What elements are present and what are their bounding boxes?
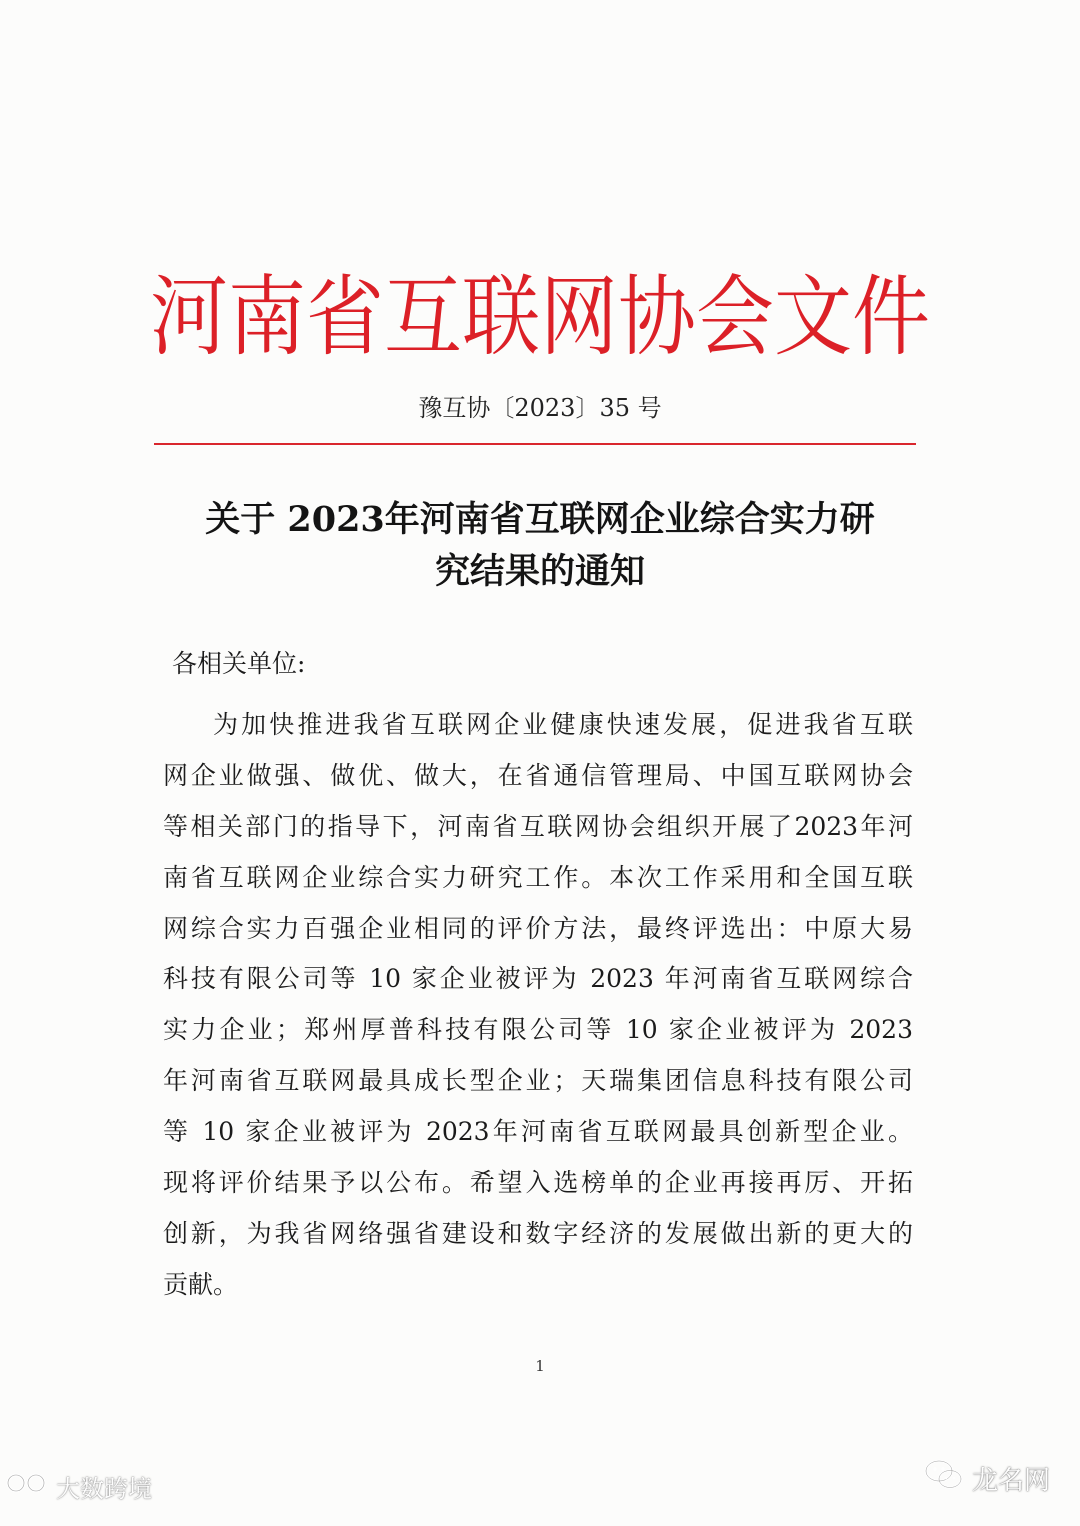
logo-mark-icon [6,1468,52,1504]
watermark-right-text: 龙名网 [971,1465,1050,1496]
body-line: 网综合实力百强企业相同的评价方法，最终评选出：中原大易 [163,913,913,943]
wechat-icon [924,1458,964,1499]
notice-title [150,494,930,598]
body-line: 等 10 家企业被评为 2023年河南省互联网最具创新型企业。 [163,1117,913,1147]
body-line: 贡献。 [163,1269,239,1299]
document-number: 豫互协〔2023〕35 号 [418,394,662,422]
watermark-left [6,1468,152,1504]
body-line: 网企业做强、做优、做大，在省通信管理局、中国互联网协会 [163,760,913,790]
watermark-right [924,1458,1050,1498]
watermark-left-text: 大数跨境 [56,1474,152,1503]
body-line: 科技有限公司等 10 家企业被评为 2023 年河南省互联网综合 [163,964,913,994]
masthead-title: 河南省互联网协会文件 [150,267,931,369]
body-line: 年河南省互联网最具成长型企业；天瑞集团信息科技有限公司 [163,1066,913,1096]
body-line: 南省互联网企业综合实力研究工作。本次工作采用和全国互联 [163,862,913,892]
body-line: 等相关部门的指导下，河南省互联网协会组织开展了2023年河 [163,811,913,841]
body-line: 现将评价结果予以公布。希望入选榜单的企业再接再厉、开拓 [163,1168,913,1198]
body-text [163,700,913,1311]
page-number: 1 [535,1357,545,1375]
red-divider-line [154,443,916,445]
notice-title-line-1: 关于 2023年河南省互联网企业综合实力研 [205,499,875,540]
body-line: 创新，为我省网络强省建设和数字经济的发展做出新的更大的 [163,1218,913,1248]
notice-title-line-2: 究结果的通知 [434,551,645,592]
salutation: 各相关单位: [172,649,306,678]
body-line: 为加快推进我省互联网企业健康快速发展，促进我省互联 [213,710,913,739]
body-line: 实力企业；郑州厚普科技有限公司等 10 家企业被评为 2023 [163,1015,913,1045]
